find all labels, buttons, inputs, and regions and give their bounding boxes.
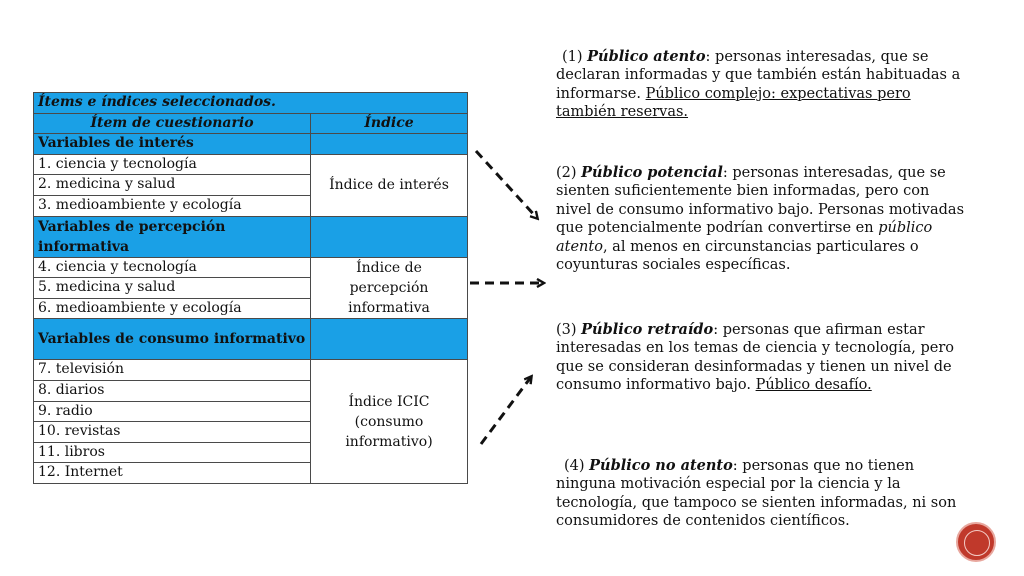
p3-number: (3)	[556, 322, 582, 338]
p3-text: personas que afirman estar interesadas en los temas de ciencia y tecnología, pero que se consideran desinformadas y tienen un nivel de consumo informativo bajo.	[556, 322, 954, 394]
section-label: Variables de interés	[34, 134, 311, 155]
item-cell: 6. medioambiente y ecología	[34, 298, 311, 319]
section-label: Variables de percepción informativa	[34, 216, 311, 257]
section-label: Variables de consumo informativo	[34, 319, 311, 360]
item-cell: 4. ciencia y tecnología	[34, 257, 311, 278]
paragraph-publico-atento	[556, 48, 966, 122]
arrow-down-right-icon	[476, 151, 537, 218]
p2-number: (2)	[556, 165, 582, 181]
item-cell: 12. Internet	[34, 463, 311, 484]
p2-text: personas interesadas, que se sienten suficientemente bien informadas, pero con nivel de consumo informativo bajo. Personas motivadas que potencialmente podrían convertirse en	[556, 165, 965, 237]
p2-italic: público atento	[556, 220, 933, 255]
paragraph-publico-potencial	[556, 164, 966, 274]
table-title: Ítems e índices seleccionados.	[34, 93, 468, 114]
index-cell: Índice de interés	[311, 154, 468, 216]
p2-sep: :	[722, 165, 733, 181]
item-cell: 1. ciencia y tecnología	[34, 154, 311, 175]
p3-term: Público retraído	[581, 321, 714, 338]
item-cell: 10. revistas	[34, 422, 311, 443]
p1-number: (1)	[562, 49, 588, 65]
item-cell: 11. libros	[34, 442, 311, 463]
corner-emblem-icon	[956, 522, 996, 562]
p3-sep: :	[713, 322, 723, 338]
arrow-up-right-icon	[481, 377, 531, 444]
p1-term: Público atento	[587, 48, 706, 65]
p1-text: personas interesadas, que se declaran informadas y que también están habituadas a informarse.	[556, 49, 961, 102]
item-cell: 2. medicina y salud	[34, 175, 311, 196]
item-cell: 7. televisión	[34, 360, 311, 381]
item-cell: 8. diarios	[34, 380, 311, 401]
p2-tail: , al menos en circunstancias particulares o coyunturas sociales específicas.	[556, 238, 919, 274]
p4-text: personas que no tienen ninguna motivación especial por la ciencia y la tecnología, que tampoco se sienten informadas, ni son consumidores de contenidos científicos.	[556, 458, 957, 530]
paragraph-publico-no-atento	[556, 457, 966, 531]
item-cell: 5. medicina y salud	[34, 278, 311, 299]
p1-underline: Público complejo: expectativas pero también reservas.	[556, 85, 911, 121]
p4-number: (4)	[564, 458, 590, 474]
index-cell: Índice ICIC (consumo informativo)	[311, 360, 468, 484]
item-cell: 3. medioambiente y ecología	[34, 195, 311, 216]
index-cell: Índice de percepción informativa	[311, 257, 468, 319]
p2-term: Público potencial	[581, 164, 723, 181]
p3-underline: Público desafío.	[755, 377, 872, 394]
p4-term: Público no atento	[589, 457, 733, 474]
column-header-item: Ítem de cuestionario	[34, 113, 311, 134]
column-header-index: Índice	[311, 113, 468, 134]
paragraph-publico-retraido	[556, 321, 966, 395]
p4-sep: :	[732, 458, 743, 474]
p1-sep: :	[705, 49, 716, 65]
item-cell: 9. radio	[34, 401, 311, 422]
